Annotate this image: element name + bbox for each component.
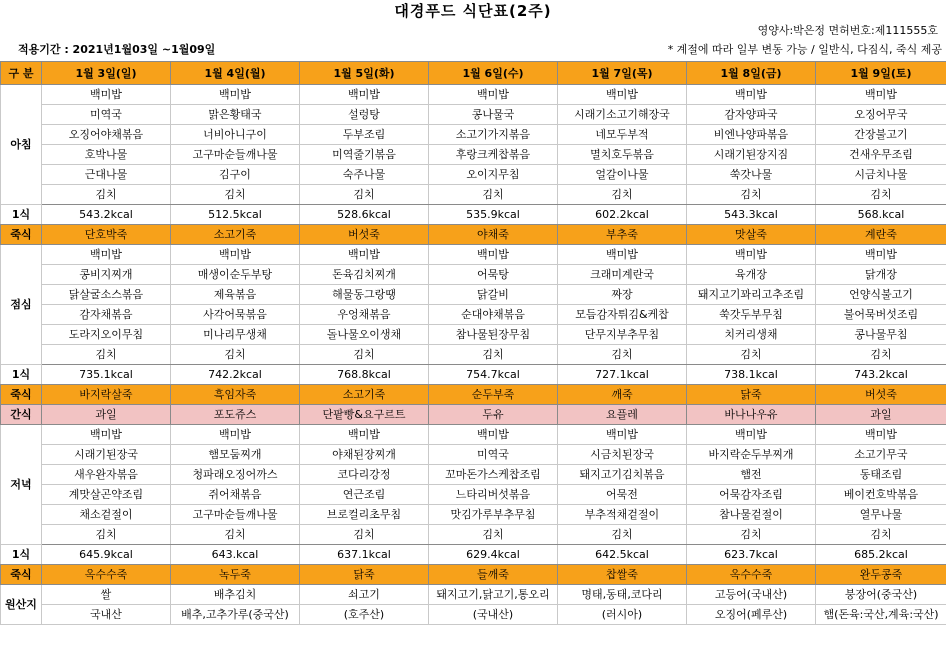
menu-item: 어묵감자조림	[687, 485, 816, 505]
menu-item: 짜장	[558, 285, 687, 305]
dinner-porridge-label: 죽식	[1, 565, 42, 585]
menu-item: 닭갈비	[429, 285, 558, 305]
breakfast-section-label: 아침	[1, 85, 42, 205]
origin-source: 햄(돈육:국산,계육:국산)	[816, 605, 946, 625]
menu-item: 쑥갓두부무침	[687, 305, 816, 325]
porridge-item: 순두부죽	[429, 385, 558, 405]
lunch-kcal-label: 1식	[1, 365, 42, 385]
dinner-kcal-row	[1, 545, 946, 565]
lunch-menu-row	[1, 305, 946, 325]
breakfast-menu-row	[1, 125, 946, 145]
menu-item: 백미밥	[816, 245, 946, 265]
snack-label: 간식	[1, 405, 42, 425]
menu-item: 고구마순들깨나물	[171, 505, 300, 525]
menu-item: 오이지무침	[429, 165, 558, 185]
menu-item: 김치	[300, 525, 429, 545]
menu-item: 김치	[687, 185, 816, 205]
menu-item: 백미밥	[687, 425, 816, 445]
menu-item: 사각어묵볶음	[171, 305, 300, 325]
menu-item: 돼지고기김치볶음	[558, 465, 687, 485]
snack-item: 요플레	[558, 405, 687, 425]
menu-item: 김치	[816, 525, 946, 545]
breakfast-menu-row	[1, 105, 946, 125]
menu-item: 돼지고기꽈리고추조림	[687, 285, 816, 305]
dinner-menu-row	[1, 445, 946, 465]
menu-item: 브로컬리초무침	[300, 505, 429, 525]
breakfast-kcal-row	[1, 205, 946, 225]
porridge-item: 버섯죽	[816, 385, 946, 405]
menu-item: 김치	[687, 525, 816, 545]
dinner-menu-row	[1, 505, 946, 525]
lunch-menu-row	[1, 265, 946, 285]
menu-item: 설렁탕	[300, 105, 429, 125]
menu-item: 멸치호두볶음	[558, 145, 687, 165]
menu-table	[0, 61, 946, 625]
menu-item: 오징어야채볶음	[42, 125, 171, 145]
menu-item: 도라지오이무침	[42, 325, 171, 345]
menu-item: 백미밥	[300, 245, 429, 265]
menu-item: 백미밥	[429, 245, 558, 265]
menu-item: 치커리생채	[687, 325, 816, 345]
day-header: 1월 5일(화)	[300, 62, 429, 85]
origin-sources-row	[1, 605, 946, 625]
menu-item: 순대야채볶음	[429, 305, 558, 325]
menu-item: 백미밥	[558, 85, 687, 105]
menu-item: 어묵탕	[429, 265, 558, 285]
menu-item: 불어묵버섯조림	[816, 305, 946, 325]
menu-item: 백미밥	[558, 245, 687, 265]
porridge-item: 단호박죽	[42, 225, 171, 245]
kcal-value: 735.1kcal	[42, 365, 171, 385]
menu-item: 시래기된장지짐	[687, 145, 816, 165]
menu-item: 백미밥	[171, 245, 300, 265]
origin-item: 붕장어(중국산)	[816, 585, 946, 605]
menu-item: 시금치된장국	[558, 445, 687, 465]
lunch-snack-row	[1, 405, 946, 425]
day-header: 1월 9일(토)	[816, 62, 946, 85]
menu-item: 모듬감자튀김&케찹	[558, 305, 687, 325]
kcal-value: 623.7kcal	[687, 545, 816, 565]
menu-item: 감자양파국	[687, 105, 816, 125]
menu-item: 김치	[558, 525, 687, 545]
kcal-value: 642.5kcal	[558, 545, 687, 565]
porridge-item: 소고기죽	[300, 385, 429, 405]
menu-item: 김치	[42, 185, 171, 205]
menu-item: 새우완자볶음	[42, 465, 171, 485]
origin-item: 쌀	[42, 585, 171, 605]
menu-item: 근대나물	[42, 165, 171, 185]
kcal-value: 528.6kcal	[300, 205, 429, 225]
lunch-menu-row	[1, 285, 946, 305]
menu-item: 콩비지찌개	[42, 265, 171, 285]
porridge-item: 맛살죽	[687, 225, 816, 245]
lunch-menu-row	[1, 345, 946, 365]
menu-item: 네모두부적	[558, 125, 687, 145]
menu-item: 간장불고기	[816, 125, 946, 145]
menu-item: 건새우무조림	[816, 145, 946, 165]
menu-item: 미역국	[429, 445, 558, 465]
kcal-value: 629.4kcal	[429, 545, 558, 565]
menu-item: 김치	[171, 345, 300, 365]
menu-item: 김치	[558, 185, 687, 205]
menu-item: 육개장	[687, 265, 816, 285]
menu-item: 제육볶음	[171, 285, 300, 305]
breakfast-menu-row	[1, 145, 946, 165]
snack-item: 두유	[429, 405, 558, 425]
menu-item: 콩나물무침	[816, 325, 946, 345]
menu-item: 계맛살곤약조림	[42, 485, 171, 505]
origin-source: 오징어(페루산)	[687, 605, 816, 625]
kcal-value: 645.9kcal	[42, 545, 171, 565]
day-header: 1월 6일(수)	[429, 62, 558, 85]
porridge-item: 녹두죽	[171, 565, 300, 585]
menu-item: 콩나물국	[429, 105, 558, 125]
lunch-porridge-label: 죽식	[1, 385, 42, 405]
origin-item: 고등어(국내산)	[687, 585, 816, 605]
menu-item: 베이컨호박볶음	[816, 485, 946, 505]
menu-item: 백미밥	[300, 425, 429, 445]
menu-item: 백미밥	[171, 85, 300, 105]
menu-item: 백미밥	[429, 425, 558, 445]
nutritionist-info: 영양사:박은정 면허번호:제111555호	[757, 24, 938, 37]
menu-item: 채소겉절이	[42, 505, 171, 525]
menu-item: 김치	[687, 345, 816, 365]
menu-item: 느타리버섯볶음	[429, 485, 558, 505]
kcal-value: 742.2kcal	[171, 365, 300, 385]
menu-item: 꼬마돈가스케찹조림	[429, 465, 558, 485]
menu-item: 김치	[42, 525, 171, 545]
menu-item: 호박나물	[42, 145, 171, 165]
kcal-value: 754.7kcal	[429, 365, 558, 385]
menu-item: 햄모둠찌개	[171, 445, 300, 465]
menu-item: 백미밥	[687, 245, 816, 265]
menu-item: 백미밥	[429, 85, 558, 105]
kcal-value: 768.8kcal	[300, 365, 429, 385]
menu-item: 코다리강정	[300, 465, 429, 485]
menu-item: 연근조림	[300, 485, 429, 505]
origin-item: 배추김치	[171, 585, 300, 605]
porridge-item: 닭죽	[300, 565, 429, 585]
dinner-menu-row	[1, 465, 946, 485]
day-header: 1월 3일(일)	[42, 62, 171, 85]
menu-item: 미역국	[42, 105, 171, 125]
porridge-item: 야채죽	[429, 225, 558, 245]
menu-item: 백미밥	[816, 85, 946, 105]
menu-item: 김치	[816, 345, 946, 365]
menu-item: 백미밥	[558, 425, 687, 445]
menu-item: 김치	[558, 345, 687, 365]
breakfast-porridge-row	[1, 225, 946, 245]
kcal-value: 637.1kcal	[300, 545, 429, 565]
porridge-item: 들깨죽	[429, 565, 558, 585]
origin-item: 쇠고기	[300, 585, 429, 605]
kcal-value: 602.2kcal	[558, 205, 687, 225]
dinner-kcal-label: 1식	[1, 545, 42, 565]
kcal-value: 727.1kcal	[558, 365, 687, 385]
menu-item: 백미밥	[816, 425, 946, 445]
menu-item: 김치	[171, 525, 300, 545]
menu-item: 김치	[171, 185, 300, 205]
menu-item: 맑은황태국	[171, 105, 300, 125]
page-title: 대경푸드 식단표(2주)	[394, 2, 552, 20]
porridge-item: 바지락살죽	[42, 385, 171, 405]
menu-item: 돌나물오이생채	[300, 325, 429, 345]
origin-source: (국내산)	[429, 605, 558, 625]
menu-item: 언양식불고기	[816, 285, 946, 305]
menu-item: 백미밥	[42, 245, 171, 265]
porridge-item: 옥수수죽	[687, 565, 816, 585]
dinner-menu-row	[1, 485, 946, 505]
menu-item: 부추적채겉절이	[558, 505, 687, 525]
menu-item: 너비아니구이	[171, 125, 300, 145]
menu-item: 백미밥	[42, 85, 171, 105]
menu-item: 미나리무생채	[171, 325, 300, 345]
porridge-item: 계란죽	[816, 225, 946, 245]
menu-item: 김치	[816, 185, 946, 205]
lunch-section-label: 점심	[1, 245, 42, 365]
menu-item: 시래기된장국	[42, 445, 171, 465]
snack-item: 과일	[42, 405, 171, 425]
menu-item: 숙주나물	[300, 165, 429, 185]
kcal-value: 685.2kcal	[816, 545, 946, 565]
menu-item: 햄전	[687, 465, 816, 485]
porridge-item: 버섯죽	[300, 225, 429, 245]
menu-item: 김구이	[171, 165, 300, 185]
menu-item: 맛김가루부추무침	[429, 505, 558, 525]
menu-item: 백미밥	[687, 85, 816, 105]
breakfast-menu-row	[1, 185, 946, 205]
day-header: 1월 4일(월)	[171, 62, 300, 85]
origin-items-row	[1, 585, 946, 605]
menu-item: 소고기무국	[816, 445, 946, 465]
menu-item: 크래미계란국	[558, 265, 687, 285]
menu-item: 매생이순두부탕	[171, 265, 300, 285]
menu-item: 우엉채볶음	[300, 305, 429, 325]
day-header: 1월 7일(목)	[558, 62, 687, 85]
menu-item: 돈육김치찌개	[300, 265, 429, 285]
day-header: 1월 8일(금)	[687, 62, 816, 85]
origin-source: 배추,고추가루(중국산)	[171, 605, 300, 625]
menu-item: 후랑크케찹볶음	[429, 145, 558, 165]
menu-item: 미역줄기볶음	[300, 145, 429, 165]
porridge-item: 완두콩죽	[816, 565, 946, 585]
breakfast-porridge-label: 죽식	[1, 225, 42, 245]
notice-text: * 계절에 따라 일부 변동 가능 / 일반식, 다짐식, 죽식 제공	[667, 43, 942, 56]
snack-item: 포도쥬스	[171, 405, 300, 425]
menu-item: 고구마순들깨나물	[171, 145, 300, 165]
menu-item: 바지락순두부찌개	[687, 445, 816, 465]
snack-item: 바나나우유	[687, 405, 816, 425]
dinner-section-label: 저녁	[1, 425, 42, 545]
breakfast-kcal-label: 1식	[1, 205, 42, 225]
menu-item: 청파래오징어까스	[171, 465, 300, 485]
origin-label: 원산지	[1, 585, 42, 625]
origin-source: (호주산)	[300, 605, 429, 625]
kcal-value: 738.1kcal	[687, 365, 816, 385]
menu-item: 쥐어채볶음	[171, 485, 300, 505]
menu-item: 열무나물	[816, 505, 946, 525]
menu-item: 백미밥	[300, 85, 429, 105]
kcal-value: 568.kcal	[816, 205, 946, 225]
header-row	[1, 62, 946, 85]
porridge-item: 닭죽	[687, 385, 816, 405]
dinner-menu-row	[1, 525, 946, 545]
menu-item: 김치	[42, 345, 171, 365]
menu-item: 참나물겉절이	[687, 505, 816, 525]
porridge-item: 옥수수죽	[42, 565, 171, 585]
origin-source: (러시아)	[558, 605, 687, 625]
menu-item: 백미밥	[42, 425, 171, 445]
snack-item: 과일	[816, 405, 946, 425]
menu-item: 김치	[300, 345, 429, 365]
menu-item: 어묵전	[558, 485, 687, 505]
porridge-item: 부추죽	[558, 225, 687, 245]
menu-item: 동태조림	[816, 465, 946, 485]
menu-item: 해물동그랑땡	[300, 285, 429, 305]
porridge-item: 깨죽	[558, 385, 687, 405]
lunch-menu-row	[1, 325, 946, 345]
origin-item: 명태,동태,코다리	[558, 585, 687, 605]
menu-item: 두부조림	[300, 125, 429, 145]
menu-item: 김치	[429, 185, 558, 205]
lunch-menu-row	[1, 245, 946, 265]
period-label: 적용기간 : 2021년1월03일 ~1월09일	[18, 43, 216, 56]
lunch-porridge-row	[1, 385, 946, 405]
porridge-item: 찹쌀죽	[558, 565, 687, 585]
kcal-value: 543.3kcal	[687, 205, 816, 225]
menu-item: 시래기소고기해장국	[558, 105, 687, 125]
menu-item: 김치	[429, 345, 558, 365]
menu-item: 시금치나물	[816, 165, 946, 185]
header-label: 구 분	[1, 62, 42, 85]
menu-item: 야채된장찌개	[300, 445, 429, 465]
kcal-value: 743.2kcal	[816, 365, 946, 385]
breakfast-menu-row	[1, 85, 946, 105]
snack-item: 단팥빵&요구르트	[300, 405, 429, 425]
porridge-item: 소고기죽	[171, 225, 300, 245]
menu-item: 닭개장	[816, 265, 946, 285]
dinner-menu-row	[1, 425, 946, 445]
menu-item: 비엔나양파볶음	[687, 125, 816, 145]
origin-source: 국내산	[42, 605, 171, 625]
breakfast-menu-row	[1, 165, 946, 185]
origin-item: 돼지고기,닭고기,통오리	[429, 585, 558, 605]
menu-item: 감자채볶음	[42, 305, 171, 325]
porridge-item: 흑임자죽	[171, 385, 300, 405]
dinner-porridge-row	[1, 565, 946, 585]
kcal-value: 543.2kcal	[42, 205, 171, 225]
menu-item: 닭살굴소스볶음	[42, 285, 171, 305]
lunch-kcal-row	[1, 365, 946, 385]
menu-item: 참나물된장무침	[429, 325, 558, 345]
kcal-value: 643.kcal	[171, 545, 300, 565]
menu-item: 김치	[300, 185, 429, 205]
menu-item: 단무지부추무침	[558, 325, 687, 345]
menu-item: 김치	[429, 525, 558, 545]
menu-item: 쑥갓나물	[687, 165, 816, 185]
kcal-value: 535.9kcal	[429, 205, 558, 225]
menu-item: 오징어무국	[816, 105, 946, 125]
menu-item: 백미밥	[171, 425, 300, 445]
menu-item: 얼갈이나물	[558, 165, 687, 185]
menu-item: 소고기가지볶음	[429, 125, 558, 145]
kcal-value: 512.5kcal	[171, 205, 300, 225]
